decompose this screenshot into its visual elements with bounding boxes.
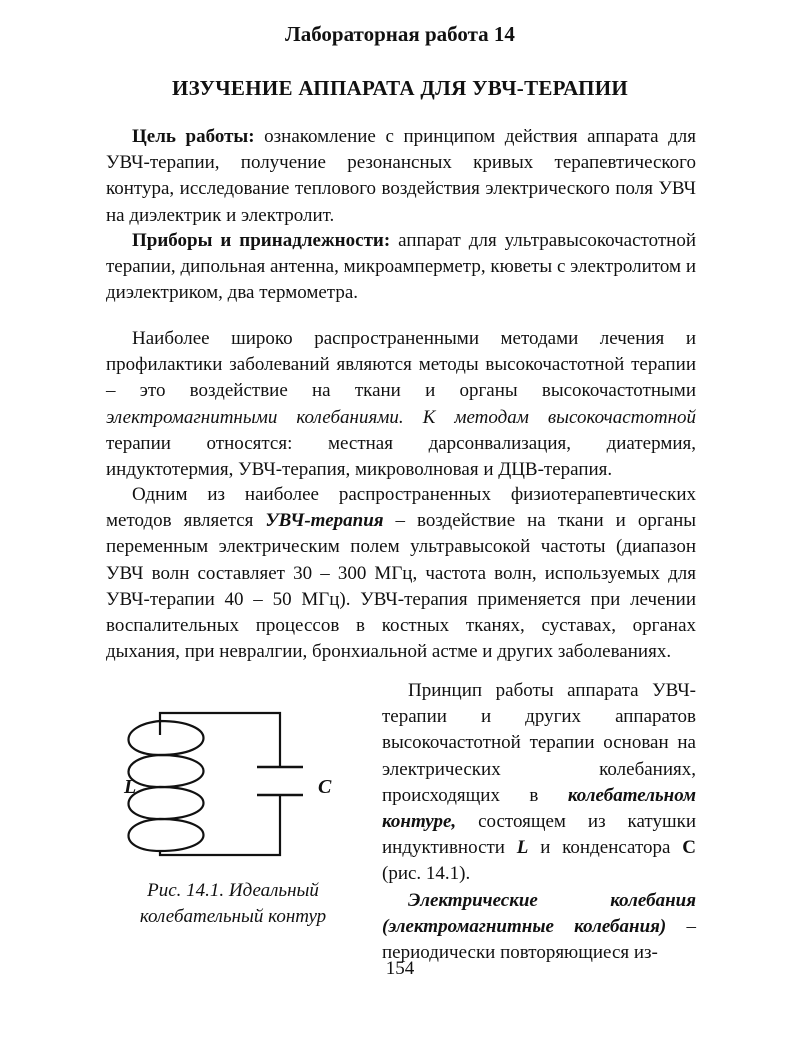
uhf-text-a: Одним из наиболее распространенных физиотерапевтических методов является	[106, 484, 696, 532]
principle-column	[382, 678, 696, 966]
goal-text: ознакомление с принципом действия аппарата для УВЧ-терапии, получение резонансных кривых терапевтического контура, исследование теплового воздействия электрического поля УВЧ на диэлектрик и электролит.	[106, 126, 696, 226]
principle-term: колебательном контуре,	[382, 784, 696, 833]
lc-circuit-figure	[110, 705, 360, 875]
principle-text-b: состоящем из катушки индуктивности	[382, 811, 696, 859]
lc-circuit-diagram	[110, 705, 360, 875]
oscillation-term: Электрические колебания (электромагнитные колебания)	[382, 889, 696, 937]
capacitor-label: C	[318, 776, 332, 798]
symbol-L: L	[516, 837, 529, 859]
intro-text-b: терапии относятся: местная дарсонвализация, диатермия, индуктотермия, УВЧ-терапия, микроволновая и ДЦВ-терапия.	[106, 432, 696, 481]
equipment-paragraph	[106, 228, 696, 307]
lab-title: Лабораторная работа 14	[285, 22, 515, 46]
symbol-C: C	[682, 837, 696, 859]
principle-text-d: (рис. 14.1).	[382, 863, 471, 885]
principle-text-a: Принцип работы аппарата УВЧ-терапии и других аппаратов высокочастотной терапии основан на электрических колебаниях, происходящих в	[382, 680, 696, 806]
oscillation-text: – периодически повторяющиеся из-	[382, 915, 696, 964]
inductor-label: L	[124, 776, 137, 798]
main-title: ИЗУЧЕНИЕ АППАРАТА ДЛЯ УВЧ-ТЕРАПИИ	[172, 76, 628, 100]
goal-paragraph	[106, 124, 696, 229]
circuit-wire	[160, 713, 280, 767]
uhf-text-b: – воздействие на ткани и органы переменным электрическим полем ультравысокой частоты (диапазон УВЧ волн составляет 30 – 300 МГц, частота волн, используемых для УВЧ-терапии 40 – 50 МГц). УВЧ-терапия применяется при лечении воспалительных процессов в костных тканях, суставах, органах дыхания, при невралгии, бронхиальной астме и других заболеваниях.	[106, 510, 696, 663]
equipment-label: Приборы и принадлежности:	[132, 230, 391, 251]
circuit-wire	[160, 795, 280, 855]
inductor-coil	[129, 721, 204, 851]
uhf-term: УВЧ-терапия	[265, 510, 384, 532]
principle-text-c: и конденсатора	[528, 837, 683, 859]
caption-line-1: Рис. 14.1. Идеальный	[147, 880, 319, 901]
uhf-paragraph	[106, 482, 696, 665]
page-number: 154	[385, 958, 415, 979]
intro-paragraph	[106, 326, 696, 483]
caption-line-2: колебательный контур	[139, 906, 327, 927]
intro-italic: электромагнитными колебаниями. К методам высокочастотной	[106, 406, 696, 428]
figure-caption	[108, 878, 358, 930]
goal-label: Цель работы:	[132, 126, 255, 147]
equipment-text: аппарат для ультравысокочастотной терапии, дипольная антенна, микроамперметр, кюветы с электролитом и диэлектриком, два термометра.	[106, 230, 696, 304]
intro-text-a: Наиболее широко распространенными методами лечения и профилактики заболеваний являются методы высокочастотной терапии – это воздействие на ткани и органы высокочастотными	[106, 328, 696, 402]
